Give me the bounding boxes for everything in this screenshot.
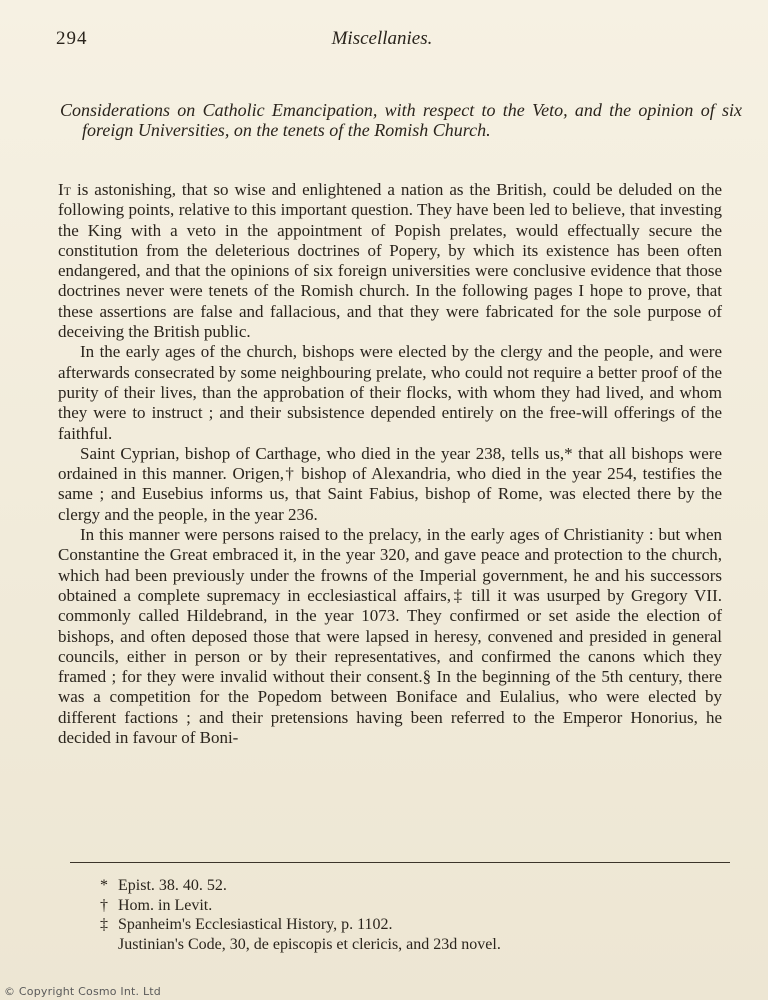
article-title: Considerations on Catholic Emancipation, with respect to the Veto, and the opinion of six foreign Universities, on the tenets of the Romish Church.: [60, 100, 742, 140]
paragraph: In this manner were persons raised to the prelacy, in the early ages of Christianity : but when Constantine the Great embraced it, in the year 320, and gave peace and protection to the church, which had been previously under the frowns of the Imperial government, he and his successors obtained a complete supremacy in ecclesiastical affairs,‡ till it was usurped by Gregory VII. commonly called Hildebrand, in the year 1073. They confirmed or set aside the election of bishops, and often deposed those that were lapsed in heresy, convened and presided in general councils, either in person or by their representatives, and confirmed the canons which they framed ; for they were invalid without their consent.§ In the beginning of the 5th century, there was a competition for the Popedom between Boniface and Eulalius, who were elected by different factions ; and their pretensions having been referred to the Emperor Honorius, he decided in favour of Boni-: [58, 525, 722, 748]
page-header: [56, 28, 708, 58]
footnote-marker: †: [100, 896, 108, 914]
footnote-divider: [70, 862, 730, 863]
footnote-text: Justinian's Code, 30, de episcopis et clericis, and 23d novel.: [118, 935, 501, 953]
footnote-text: Hom. in Levit.: [118, 896, 213, 914]
footnote-marker: *: [100, 877, 108, 894]
paragraph: In the early ages of the church, bishops were elected by the clergy and the people, and were afterwards consecrated by some neighbouring prelate, who could not require a better proof of the purity of their lives, than the approbation of their flocks, with whom they had lived, and whom they were to instruct ; and their subsistence depended entirely on the free-will offerings of the faithful.: [58, 342, 722, 443]
footnote: [100, 896, 700, 916]
paragraph: [58, 180, 722, 342]
paragraph: Saint Cyprian, bishop of Carthage, who died in the year 238, tells us,* that all bishops were ordained in this manner. Origen,† bishop of Alexandria, who died in the year 254, testifies the same ; and Eusebius informs us, that Saint Fabius, bishop of Rome, was elected there by the clergy and the people, in the year 236.: [58, 443, 722, 524]
drop-word: It: [58, 180, 71, 199]
footnote-text: Spanheim's Ecclesiastical History, p. 1102.: [118, 916, 393, 933]
running-head: Miscellanies.: [331, 28, 433, 49]
copyright-watermark: © Copyright Cosmo Int. Ltd: [4, 985, 161, 998]
page-number: 294: [56, 28, 88, 49]
footnotes: [100, 876, 700, 954]
footnote-marker: ‡: [100, 916, 108, 933]
footnote: [100, 935, 700, 955]
footnote: [100, 915, 700, 935]
paragraph-text: is astonishing, that so wise and enlightened a nation as the British, could be deluded on the following points, relative to this important question. They have been led to believe, that investing the King with a veto in the appointment of Popish prelates, would effectually secure the constitution from the deleterious doctrines of Popery, by which its existence has been often endangered, and that the opinions of six foreign universities were conclusive evidence that those doctrines never were tenets of the Romish church. In the following pages I hope to prove, that these assertions are false and fallacious, and that they were fabricated for the sole purpose of deceiving the British public.: [58, 180, 722, 342]
article-body: [58, 180, 722, 748]
footnote: [100, 876, 700, 896]
footnote-text: Epist. 38. 40. 52.: [118, 877, 227, 894]
